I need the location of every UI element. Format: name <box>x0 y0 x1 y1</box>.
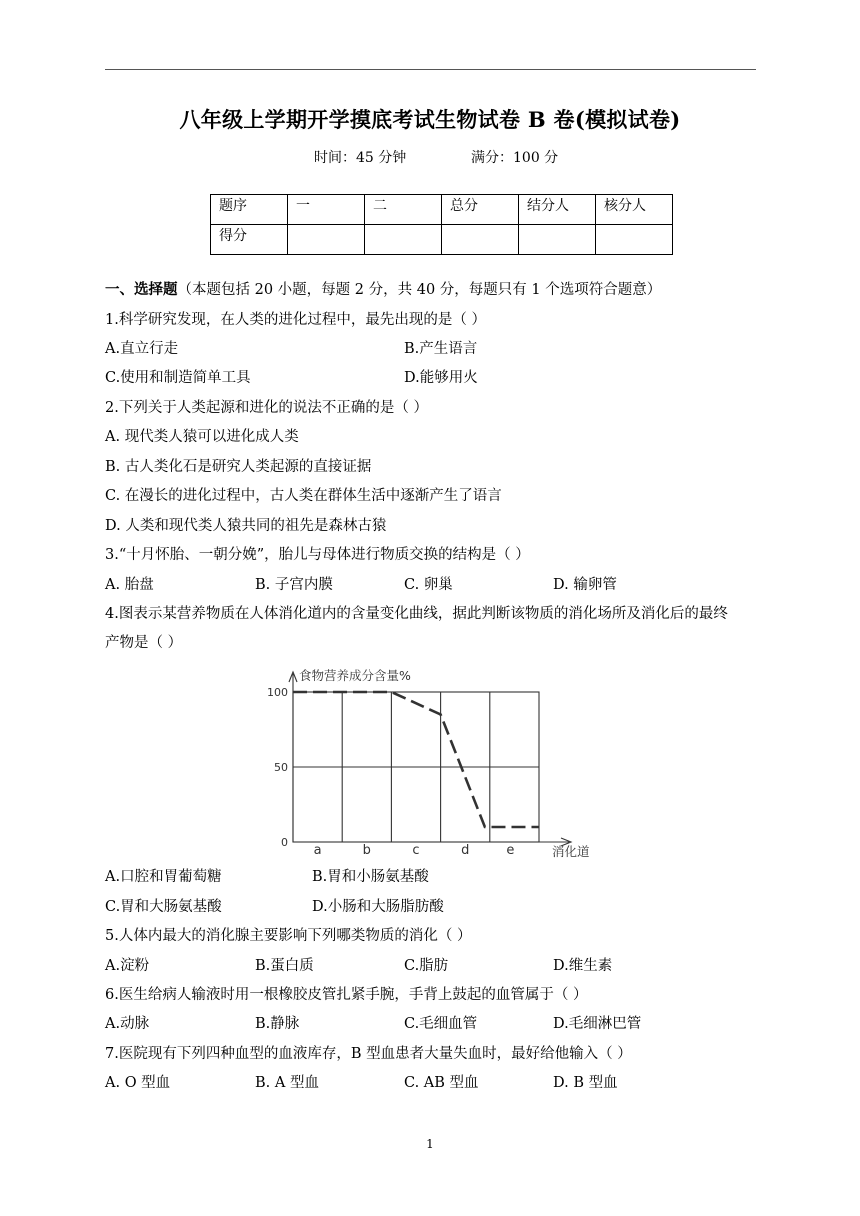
option-a: A. 胎盘 <box>105 577 154 593</box>
option-b: B.胃和小肠氨基酸 <box>312 869 429 885</box>
exam-time: 时间：45 分钟 <box>314 150 407 166</box>
x-tick-label: e <box>506 843 515 858</box>
y-tick-label: 50 <box>274 761 288 774</box>
question-stem: 5.人体内最大的消化腺主要影响下列哪类物质的消化（ ） <box>105 928 472 944</box>
header-rule <box>105 69 756 70</box>
option-c: C.脂肪 <box>404 958 449 974</box>
option-a: A.直立行走 <box>105 341 179 357</box>
score-table-cell: 得分 <box>211 225 288 255</box>
exam-full-score: 满分：100 分 <box>471 150 559 166</box>
score-table-cell <box>442 225 519 255</box>
score-table-score-row <box>211 225 673 255</box>
option-b: B.静脉 <box>255 1016 300 1032</box>
option-b: B. 古人类化石是研究人类起源的直接证据 <box>105 459 372 475</box>
score-table-cell <box>365 225 442 255</box>
option-d: D. 人类和现代类人猿共同的祖先是森林古猿 <box>105 518 387 534</box>
y-axis-title: 食物营养成分含量% <box>299 668 411 683</box>
option-c: C.毛细血管 <box>404 1016 478 1032</box>
option-b: B.蛋白质 <box>255 958 314 974</box>
option-c: C. 卵巢 <box>404 577 453 593</box>
option-c: C. AB 型血 <box>404 1075 479 1091</box>
series-line <box>293 692 539 827</box>
digestion-line-chart <box>262 662 598 862</box>
chart-grid <box>293 692 539 842</box>
score-table <box>210 194 673 255</box>
score-table-cell: 一 <box>288 195 365 225</box>
option-d: D.小肠和大肠脂肪酸 <box>312 899 444 915</box>
option-b: B. A 型血 <box>255 1075 319 1091</box>
x-tick-label: b <box>362 843 371 858</box>
option-d: D. 输卵管 <box>553 577 617 593</box>
option-a: A.淀粉 <box>105 958 150 974</box>
question-stem: 6.医生给病人输液时用一根橡胶皮管扎紧手腕，手背上鼓起的血管属于（ ） <box>105 987 588 1003</box>
option-d: D.毛细淋巴管 <box>553 1016 642 1032</box>
score-table-cell <box>519 225 596 255</box>
score-table-cell: 二 <box>365 195 442 225</box>
x-tick-label: a <box>313 843 322 858</box>
option-c: C.使用和制造简单工具 <box>105 370 251 386</box>
option-a: A. 现代类人猿可以进化成人类 <box>105 429 299 445</box>
page-number: 1 <box>426 1137 434 1151</box>
option-d: D.维生素 <box>553 958 613 974</box>
option-a: A.动脉 <box>105 1016 150 1032</box>
question-stem-continued: 产物是（ ） <box>105 635 183 651</box>
score-table-cell <box>288 225 365 255</box>
option-b: B. 子宫内膜 <box>255 577 333 593</box>
section-note: （本题包括 20 小题，每题 2 分，共 40 分，每题只有 1 个选项符合题意） <box>177 282 662 298</box>
exam-title: 八年级上学期开学摸底考试生物试卷 B 卷(模拟试卷) <box>179 107 681 132</box>
option-d: D.能够用火 <box>404 370 478 386</box>
x-axis-title: 消化道 <box>552 844 590 859</box>
question-stem: 1.科学研究发现，在人类的进化过程中，最先出现的是（ ） <box>105 312 486 328</box>
score-table-cell: 总分 <box>442 195 519 225</box>
y-tick-label: 0 <box>281 836 288 849</box>
question-stem: 2.下列关于人类起源和进化的说法不正确的是（ ） <box>105 400 428 416</box>
section-title: 一、选择题 <box>105 281 178 298</box>
question-stem: 7.医院现有下列四种血型的血液库存，B 型血患者大量失血时，最好给他输入（ ） <box>105 1046 632 1062</box>
chart-labels <box>267 668 590 859</box>
chart-series <box>293 692 539 827</box>
option-b: B.产生语言 <box>404 341 478 357</box>
question-stem: 4.图表示某营养物质在人体消化道内的含量变化曲线，据此判断该物质的消化场所及消化后的最终 <box>105 606 728 622</box>
question-stem: 3.“十月怀胎、一朝分娩”，胎儿与母体进行物质交换的结构是（ ） <box>105 547 530 563</box>
chart-axes <box>289 672 571 846</box>
score-table-cell: 核分人 <box>596 195 673 225</box>
score-table-cell: 题序 <box>211 195 288 225</box>
option-a: A.口腔和胃葡萄糖 <box>105 869 222 885</box>
option-a: A. O 型血 <box>105 1075 171 1091</box>
section-heading <box>105 280 661 300</box>
x-tick-label: d <box>461 843 470 858</box>
option-c: C. 在漫长的进化过程中，古人类在群体生活中逐渐产生了语言 <box>105 488 502 504</box>
x-tick-label: c <box>412 843 420 858</box>
option-c: C.胃和大肠氨基酸 <box>105 899 222 915</box>
score-table-cell: 结分人 <box>519 195 596 225</box>
score-table-cell <box>596 225 673 255</box>
score-table-header-row <box>211 195 673 225</box>
y-tick-label: 100 <box>267 686 288 699</box>
option-d: D. B 型血 <box>553 1075 618 1091</box>
